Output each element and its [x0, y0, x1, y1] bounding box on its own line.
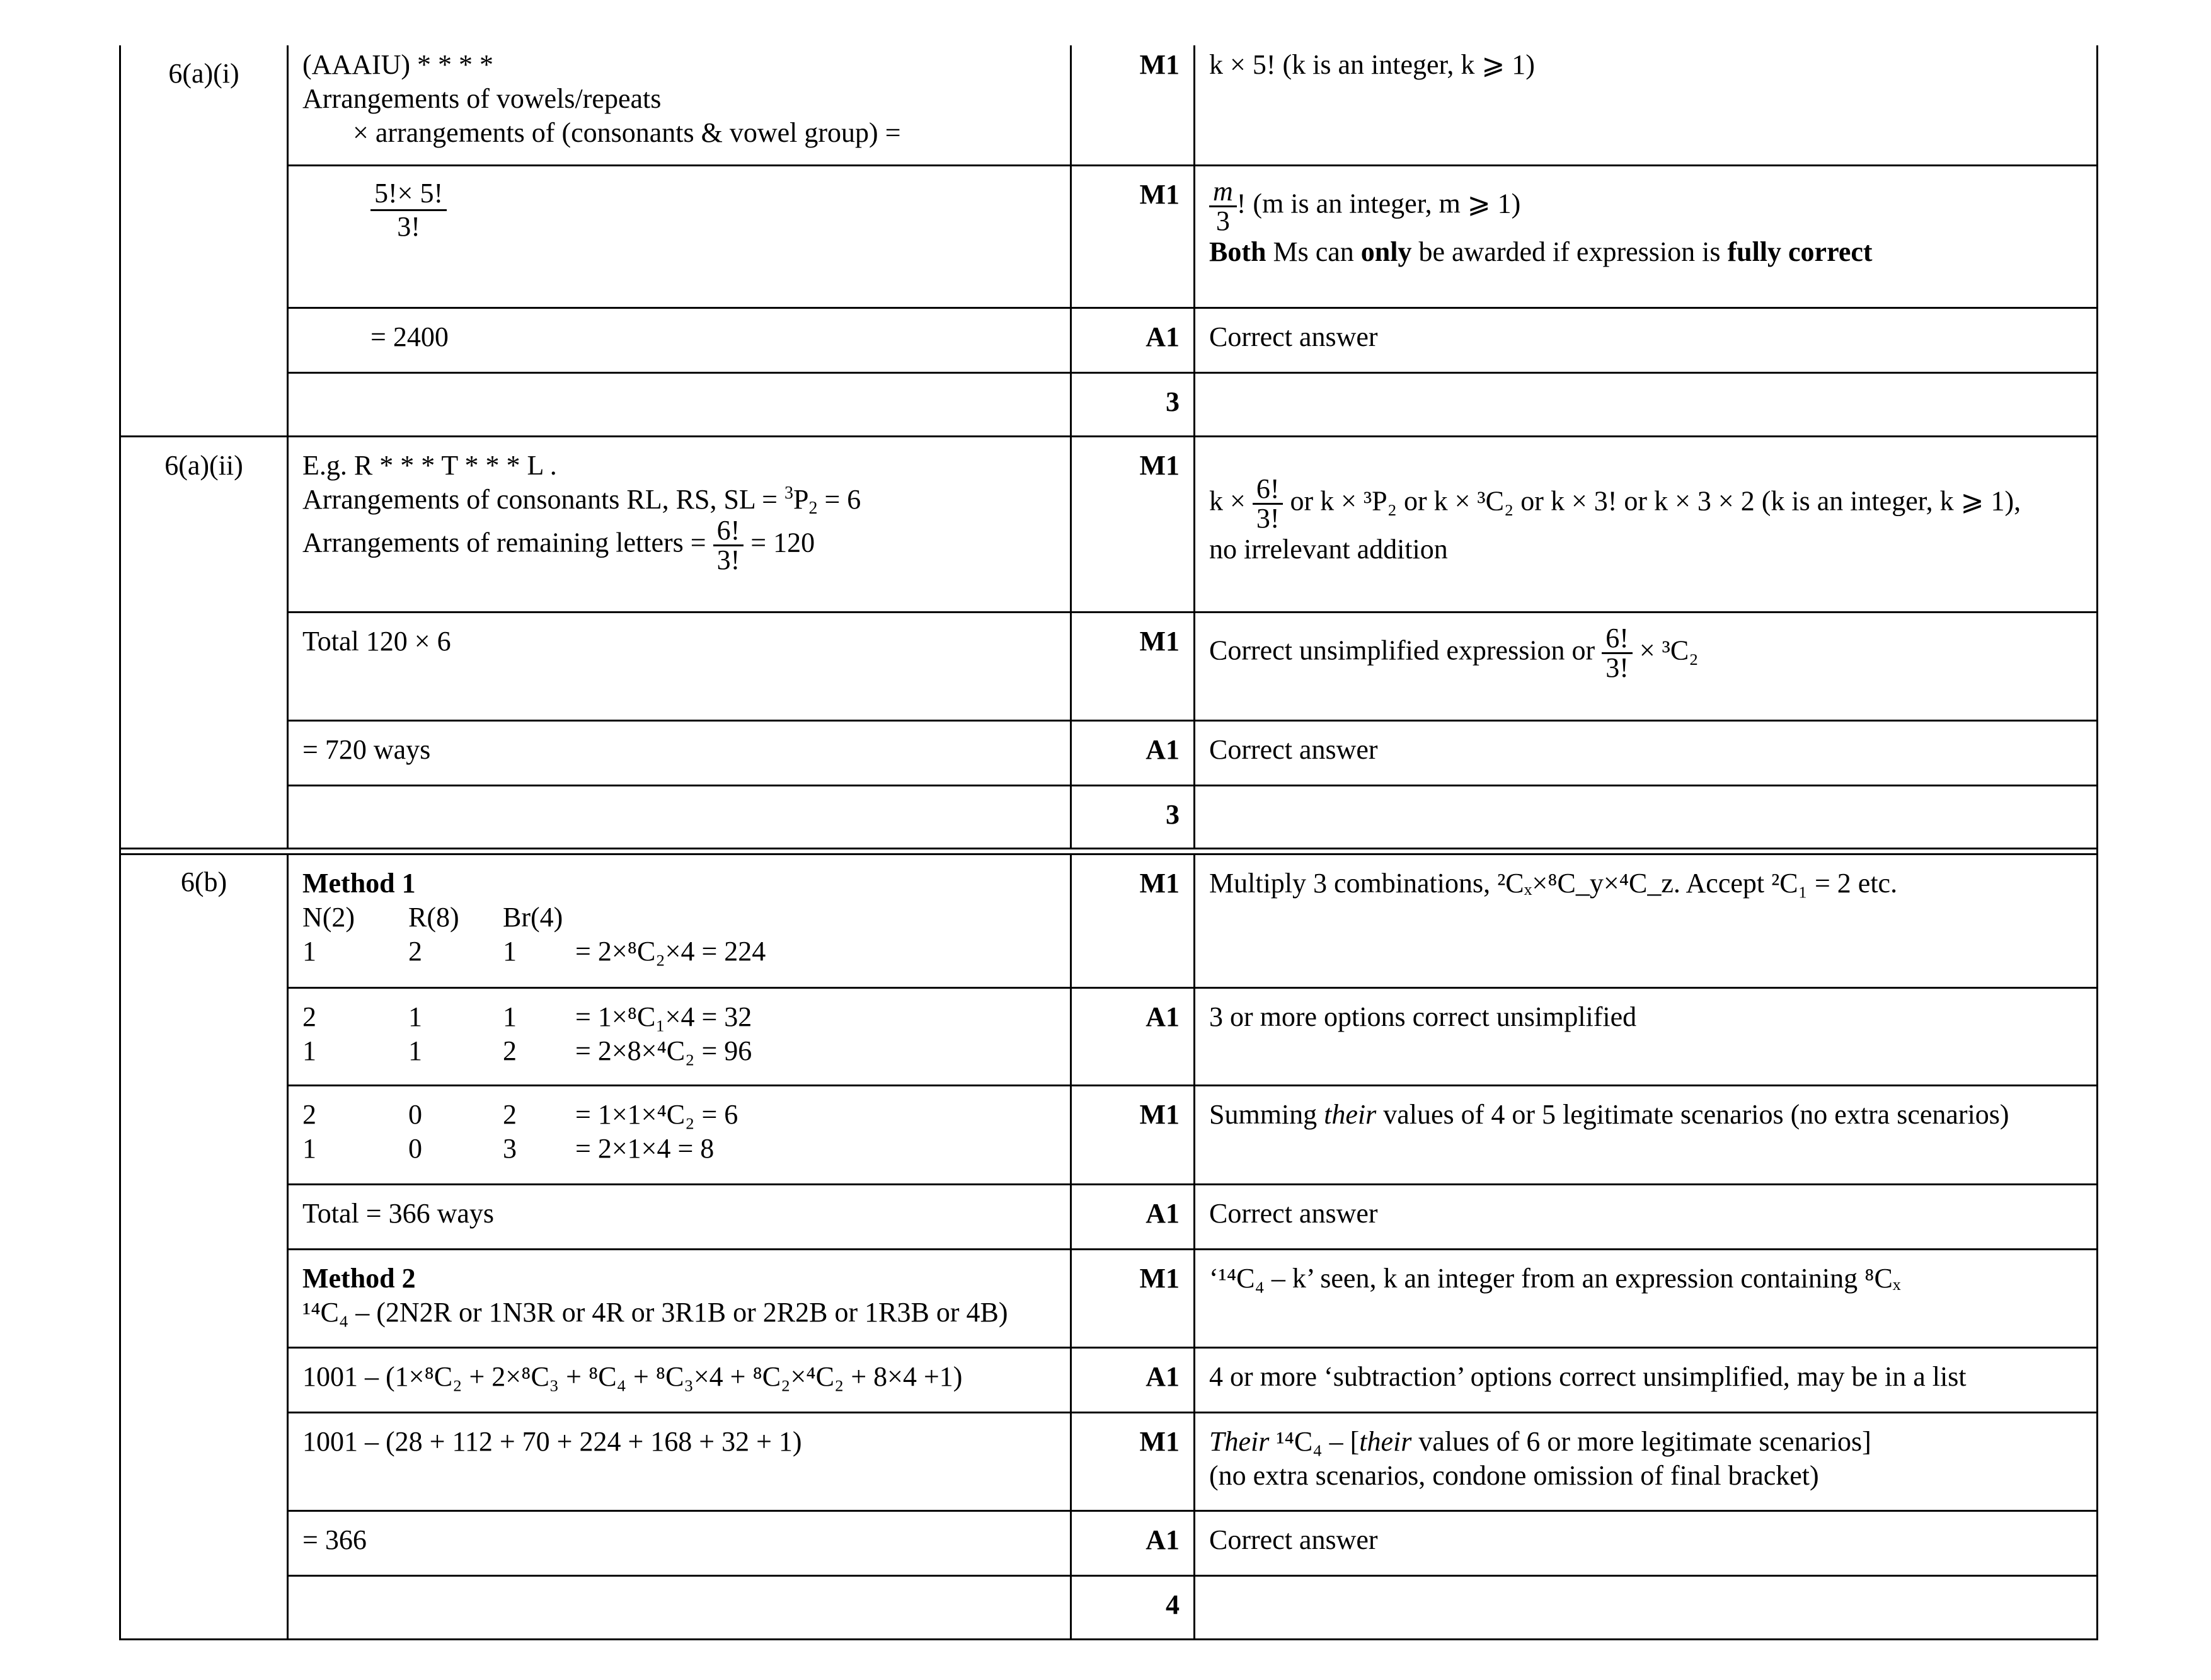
total-marks: 3 — [1071, 785, 1195, 848]
working-line: Arrangements of vowels/repeats — [302, 83, 662, 114]
fraction: $\frac{6!}{3!}$ — [1253, 475, 1284, 532]
guidance-text: Summing their values of 4 or 5 legitimate scenarios (no extra scenarios) — [1195, 1085, 2098, 1184]
mark-code: M1 — [1071, 854, 1195, 987]
q6ai-row-2 — [120, 165, 2098, 308]
question-number: 6(a)(ii) — [120, 436, 288, 848]
fraction — [1209, 175, 1237, 236]
guidance-text: Multiply 3 combinations, ²Cₓ×⁸C_y×⁴C_z. Accept ²C₁ = 2 etc. — [1195, 854, 2098, 987]
fraction-numerator: 5!× 5! — [370, 178, 447, 211]
q6aii-row-3 — [120, 720, 2098, 785]
working-cell: Total 120 × 6 — [288, 612, 1071, 720]
section-separator — [120, 848, 2098, 854]
guidance-line: no irrelevant addition — [1209, 533, 1448, 565]
guidance-text: Correct unsimplified expression or $\frac{6!}{3!}$ × ³C₂ — [1195, 612, 2098, 720]
working-line: (AAAIU) * * * * — [302, 49, 494, 80]
mark-code: A1 — [1071, 308, 1195, 372]
guidance-line: (no extra scenarios, condone omission of final bracket) — [1209, 1459, 1819, 1491]
guidance-text: Correct answer — [1195, 720, 2098, 785]
question-number: 6(b) — [120, 854, 288, 1639]
mark-code: A1 — [1071, 1184, 1195, 1249]
total-marks: 3 — [1071, 372, 1195, 436]
mark-code: A1 — [1071, 1347, 1195, 1412]
scenario-line: 1 1 2 = 2×8×⁴C₂ = 96 — [302, 1035, 752, 1066]
working-cell — [288, 1085, 1071, 1184]
guidance-text: 4 or more ‘subtraction’ options correct unsimplified, may be in a list — [1195, 1347, 2098, 1412]
guidance-text: k × $\frac{6!}{3!}$ or k × ³P₂ or k × ³C₂ or k × 3! or k × 3 × 2 (k is an integer, k ⩾ 1), no irrelevant addition — [1195, 436, 2098, 612]
working-cell — [288, 165, 1071, 308]
mark-code: M1 — [1071, 1412, 1195, 1510]
q6aii-row-2 — [120, 612, 2098, 720]
question-number: 6(a)(i) — [120, 45, 288, 436]
guidance-line: k × 5! (k is an integer, k ⩾ 1) — [1209, 49, 1535, 80]
guidance-line: Both Ms can only be awarded if expression is fully correct — [1209, 236, 1873, 267]
q6b-row-6 — [120, 1347, 2098, 1412]
working-line: = 2400 — [370, 321, 449, 352]
mark-code: M1 — [1071, 165, 1195, 308]
mark-code: M1 — [1071, 1085, 1195, 1184]
q6aii-row-1 — [120, 436, 2098, 612]
guidance-text — [1195, 45, 2098, 165]
q6b-row-2 — [120, 987, 2098, 1085]
working-cell — [288, 308, 1071, 372]
q6b-row-1 — [120, 854, 2098, 987]
mark-code: M1 — [1071, 612, 1195, 720]
q6aii-total-row — [120, 785, 2098, 848]
guidance-text: Correct answer — [1195, 1510, 2098, 1575]
scenario-line: 1 2 1 = 2×⁸C₂×4 = 224 — [302, 935, 766, 967]
guidance-text: 3 or more options correct unsimplified — [1195, 987, 2098, 1085]
mark-code: M1 — [1071, 45, 1195, 165]
working-cell: Total = 366 ways — [288, 1184, 1071, 1249]
mark-code: A1 — [1071, 1510, 1195, 1575]
guidance-text: Correct answer — [1195, 308, 2098, 372]
guidance-line: ! (m is an integer, m ⩾ 1) — [1236, 188, 1521, 219]
working-cell: 1001 – (1×⁸C₂ + 2×⁸C₃ + ⁸C₄ + ⁸C₃×4 + ⁸C₂×⁴C₂ + 8×4 +1) — [288, 1347, 1071, 1412]
fraction-denominator: 3 — [1215, 205, 1230, 236]
guidance-text: Their ¹⁴C₄ – [their values of 6 or more legitimate scenarios] (no extra scenarios, condone omission of final bracket) — [1195, 1412, 2098, 1510]
fraction-numerator: m — [1209, 178, 1237, 207]
scenario-line: 1 0 3 = 2×1×4 = 8 — [302, 1132, 715, 1164]
mark-code: A1 — [1071, 720, 1195, 785]
fraction: $\frac{6!}{3!}$ — [713, 517, 744, 574]
column-headings: N(2) R(8) Br(4) — [302, 901, 563, 933]
working-cell — [288, 436, 1071, 612]
scenario-line: 2 1 1 = 1×⁸C₁×4 = 32 — [302, 1001, 752, 1032]
working-cell: = 366 — [288, 1510, 1071, 1575]
fraction — [370, 178, 447, 243]
mark-code: A1 — [1071, 987, 1195, 1085]
q6b-row-3 — [120, 1085, 2098, 1184]
q6b-row-7 — [120, 1412, 2098, 1510]
working-line: E.g. R * * * T * * * L . — [302, 449, 557, 481]
mark-scheme-table — [119, 45, 2098, 1640]
guidance-text: ‘¹⁴C₄ – k’ seen, k an integer from an expression containing ⁸Cₓ — [1195, 1249, 2098, 1347]
q6ai-row-3 — [120, 308, 2098, 372]
mark-code: M1 — [1071, 436, 1195, 612]
working-line: Arrangements of remaining letters = $\frac{6!}{3!}$ = 120 — [302, 514, 815, 575]
q6ai-total-row — [120, 372, 2098, 436]
method-title: Method 2 — [302, 1262, 416, 1294]
working-cell — [288, 45, 1071, 165]
fraction: $\frac{6!}{3!}$ — [1602, 624, 1633, 682]
q6b-total-row — [120, 1575, 2098, 1639]
fraction-denominator: 3! — [397, 210, 420, 242]
working-line: Arrangements of consonants RL, RS, SL = $^3P_2 = 6$ — [302, 483, 861, 518]
method-title: Method 1 — [302, 867, 416, 899]
q6b-row-4 — [120, 1184, 2098, 1249]
mark-code: M1 — [1071, 1249, 1195, 1347]
guidance-text — [1195, 165, 2098, 308]
q6ai-row-1 — [120, 45, 2098, 165]
working-cell: = 720 ways — [288, 720, 1071, 785]
working-line: × arrangements of (consonants & vowel group) = — [353, 117, 901, 148]
scenario-line: 2 0 2 = 1×1×⁴C₂ = 6 — [302, 1098, 738, 1130]
working-line: ¹⁴C₄ – (2N2R or 1N3R or 4R or 3R1B or 2R2B or 1R3B or 4B) — [302, 1296, 1008, 1328]
q6b-row-5 — [120, 1249, 2098, 1347]
working-cell: 1001 – (28 + 112 + 70 + 224 + 168 + 32 + 1) — [288, 1412, 1071, 1510]
q6b-row-8 — [120, 1510, 2098, 1575]
guidance-text: Correct answer — [1195, 1184, 2098, 1249]
total-marks: 4 — [1071, 1575, 1195, 1639]
working-cell — [288, 1249, 1071, 1347]
working-cell — [288, 854, 1071, 987]
working-cell — [288, 987, 1071, 1085]
